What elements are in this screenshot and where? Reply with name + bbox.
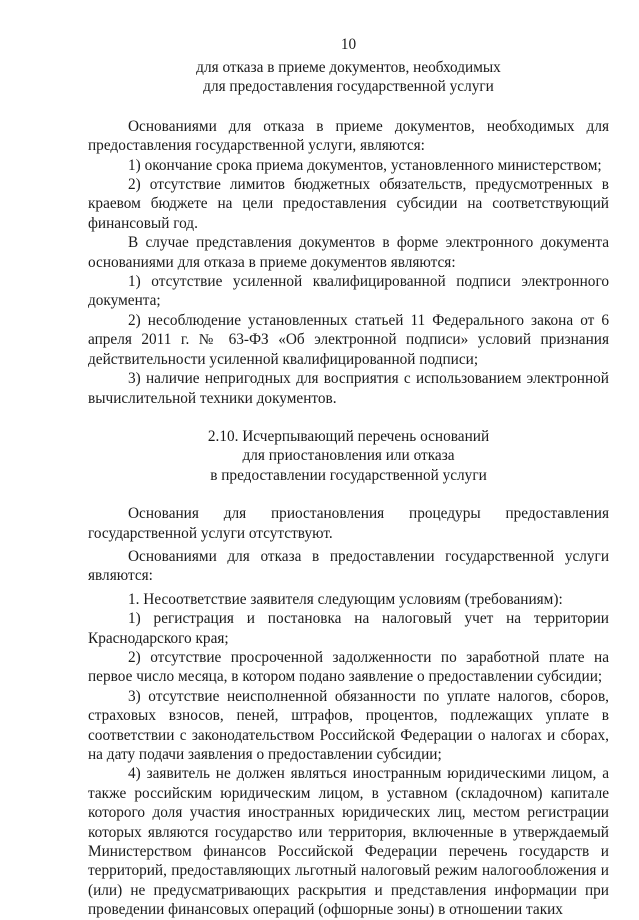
list-item: 1) отсутствие усиленной квалифицированной подписи электронного документа; xyxy=(88,273,609,310)
heading-line: для приостановления или отказа xyxy=(242,447,455,465)
paragraph: Основаниями для отказа в приеме документов, необходимых для предоставления государственной услуги, являются: xyxy=(88,117,609,155)
list-item: 3) наличие непригодных для восприятия с использованием электронной вычислительной техники документов. xyxy=(88,370,609,407)
section-refusal-grounds xyxy=(88,117,609,408)
paragraph: В случае представления документов в форме электронного документа основаниями для отказа в приеме документов являются: xyxy=(88,234,609,271)
page-number: 10 xyxy=(340,36,357,53)
list-item: 2) несоблюдение установленных статьей 11 Федерального закона от 6 апреля 2011 г. № 63-ФЗ «Об электронной подписи» условий признания действительности усиленной квалифицированной подписи; xyxy=(88,311,609,368)
heading-line: 2.10. Исчерпывающий перечень оснований xyxy=(207,427,490,445)
list-item: 3) отсутствие неисполненной обязанности по уплате налогов, сборов, страховых взносов, пеней, штрафов, процентов, подлежащих уплате в соответствии с законодательством Российской Федерации о налогах и сборах, на дату подачи заявления о предоставлении субсидии; xyxy=(88,687,609,763)
paragraph: Основаниями для отказа в предоставлении государственной услуги являются: xyxy=(88,547,609,585)
heading-line: в предоставлении государственной услуги xyxy=(210,466,487,484)
heading-line: для предоставления государственной услуги xyxy=(203,78,494,96)
list-item: 1. Несоответствие заявителя следующим условиям (требованиям): xyxy=(128,590,563,608)
section-suspension-refusal xyxy=(88,504,609,920)
heading-line: для отказа в приеме документов, необходимых xyxy=(196,59,501,76)
paragraph: Основания для приостановления процедуры предоставления государственной услуги отсутствуют. xyxy=(88,505,609,542)
list-item: 2) отсутствие лимитов бюджетных обязательств, предусмотренных в краевом бюджете на цели предоставления субсидии на соответствующий финансовый год. xyxy=(88,176,609,232)
list-item: 1) окончание срока приема документов, установленного министерством; xyxy=(128,156,602,174)
list-item: 1) регистрация и постановка на налоговый учет на территории Краснодарского края; xyxy=(88,610,609,647)
list-item: 4) заявитель не должен являться иностранным юридическими лицом, а также российским юридическим лицом, в уставном (складочном) капитале которого доля участия иностранных юридических лиц, местом регистрации которых являются государство или территория, включенные в утверждаемый Министерством финансов Российской Федерации перечень государств и территорий, предоставляющих льготный налоговый режим налогообложения и (или) не предусматривающих раскрытия и представления информации при проведении финансовых операций (офшорные зоны) в отношении таких xyxy=(88,765,609,919)
heading-refusal-documents xyxy=(88,58,609,97)
list-item: 2) отсутствие просроченной задолженности по заработной плате на первое число месяца, в котором подано заявление о предоставлении субсидии; xyxy=(88,648,609,686)
heading-section-2-10 xyxy=(88,427,609,485)
